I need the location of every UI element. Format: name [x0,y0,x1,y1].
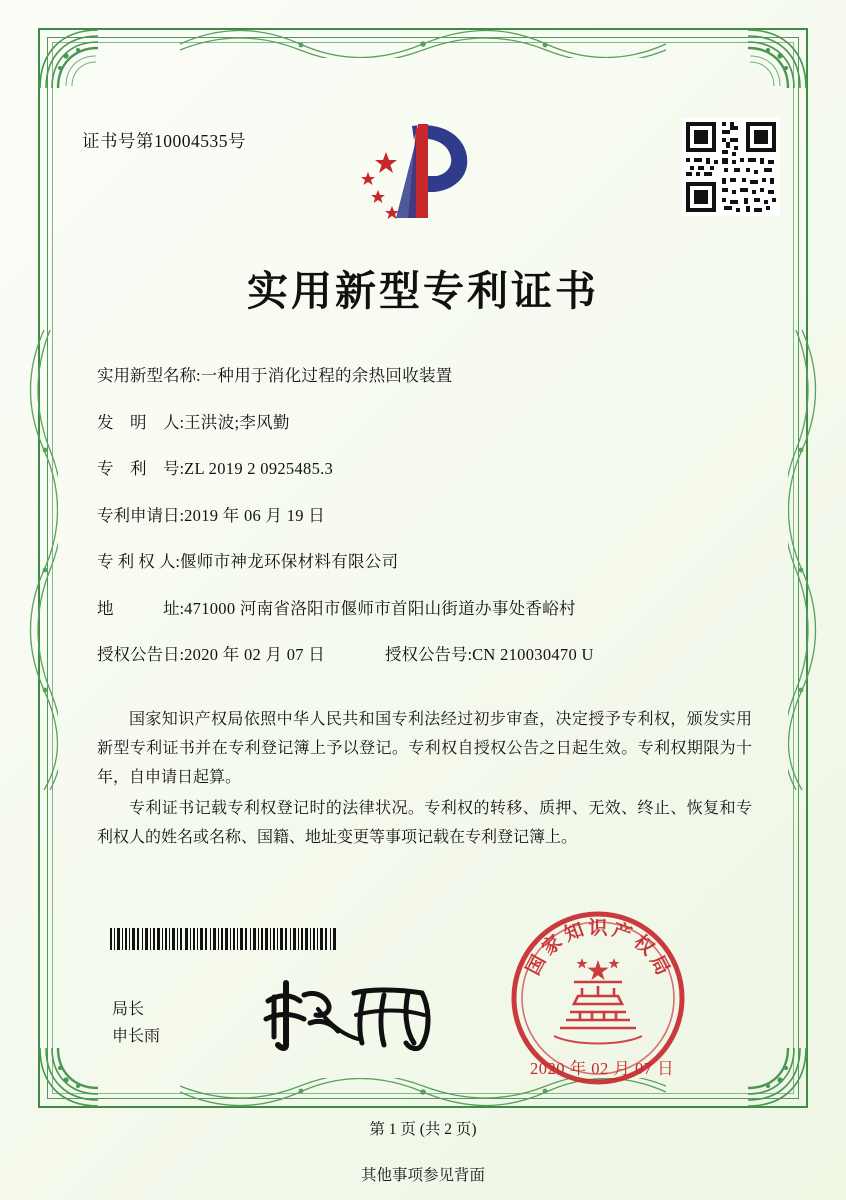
certificate-number: 证书号第10004535号 [82,131,246,151]
director-label: 局长 [112,1001,145,1018]
barcode-icon [110,928,338,950]
grant-number-value: CN 210030470 U [472,645,594,664]
field-value: 一种用于消化过程的余热回收装置 [200,366,453,385]
field-value: 2019 年 06 月 19 日 [184,505,326,525]
field-row-patent-number [97,455,757,479]
handwritten-signature-icon [258,975,448,1055]
page-number: 第 1 页 (共 2 页) [369,1121,477,1138]
page-title: 实用新型专利证书 [247,267,599,315]
field-value: 471000 河南省洛阳市偃师市首阳山街道办事处香峪村 [184,598,576,618]
svg-text:产: 产 [609,918,635,946]
paragraph-1: 国家知识产权局依照中华人民共和国专利法经过初步审查，决定授予专利权，颁发实用新型专利证书并在专利登记簿上予以登记。专利权自授权公告之日起生效。专利权期限为十年，自申请日起算。 [97,711,752,786]
field-label: 专 利 权 人: [97,552,180,571]
field-value: 王洪波;李风勤 [184,412,290,432]
field-label: 地 址: [97,598,185,618]
field-row-inventor [97,409,757,433]
seal-date: 2020 年 02 月 07 日 [530,1059,675,1078]
footer-note: 其他事项参见背面 [360,1167,485,1184]
svg-text:国: 国 [522,951,551,979]
legal-text [97,705,752,854]
field-row-utility-model-name [97,362,757,386]
svg-text:知: 知 [561,918,587,946]
grant-number-label: 授权公告号: [385,645,473,664]
svg-text:权: 权 [629,930,659,960]
field-label: 实用新型名称: [97,366,201,385]
svg-text:家: 家 [537,930,567,960]
grant-date-label: 授权公告日: [97,645,185,664]
field-row-address [97,595,757,619]
field-value: 偃师市神龙环保材料有限公司 [179,552,399,571]
paragraph-2: 专利证书记载专利权登记时的法律状况。专利权的转移、质押、无效、终止、恢复和专利权人的姓名或名称、国籍、地址变更等事项记载在专利登记簿上。 [97,800,752,846]
cnipa-emblem-icon [356,118,476,228]
field-list [97,362,757,665]
field-row-grant-announcement [97,641,757,665]
director-name: 申长雨 [112,1028,161,1045]
field-label: 专 利 号: [97,459,185,478]
field-value: ZL 2019 2 0925485.3 [184,459,334,478]
grant-date-value: 2020 年 02 月 07 日 [184,645,326,664]
field-label: 专利申请日: [97,505,185,525]
field-row-application-date [97,502,757,526]
director-block [112,996,160,1050]
svg-text:识: 识 [588,917,608,939]
svg-text:局: 局 [645,951,674,979]
qr-code-icon [682,118,780,216]
field-row-patentee [97,548,757,572]
field-label: 发 明 人: [97,412,185,432]
